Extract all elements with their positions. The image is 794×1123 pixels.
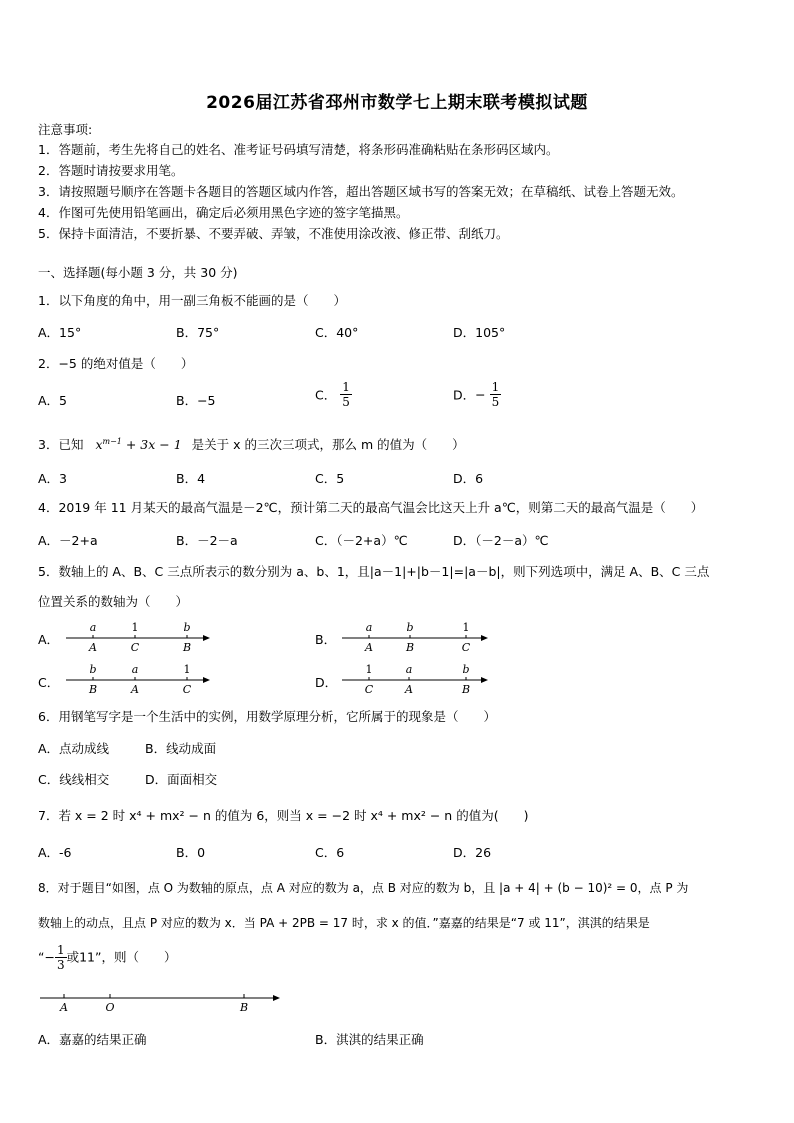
q2-fraction — [490, 380, 502, 409]
question-8-text-line3 — [38, 943, 176, 972]
notice-item: 4．作图可先使用铅笔画出，确定后必须用黑色字迹的签字笔描黑。 — [38, 205, 409, 220]
q1-option-d: D．105° — [453, 325, 506, 340]
point-label: C — [130, 641, 140, 654]
q3-exponent: m−1 — [102, 437, 122, 446]
q5-number-line-d — [338, 662, 490, 698]
point-label: B — [239, 1001, 249, 1014]
q4-option-c: C．（－2+a）℃ — [315, 533, 408, 548]
notice-item: 1．答题前，考生先将自己的姓名、准考证号码填写清楚，将条形码准确粘贴在条形码区域内。 — [38, 142, 559, 157]
point-label: B — [461, 683, 471, 696]
q3-option-d: D．6 — [453, 471, 484, 486]
q3-prefix: 3．已知 — [38, 437, 84, 453]
question-8-text-line2: 数轴上的动点，且点 P 对应的数为 x．当 PA + 2PB = 17 时，求 x 的值．”嘉嘉的结果是“7 或 11”，淇淇的结果是 — [38, 916, 650, 930]
q3-option-a: A．3 — [38, 471, 68, 486]
point-label: C — [182, 683, 192, 696]
tick-label: a — [89, 621, 97, 634]
tick-label: 1 — [365, 663, 373, 676]
point-label: C — [364, 683, 374, 696]
question-6-text: 6．用钢笔写字是一个生活中的实例，用数学原理分析，它所属于的现象是（ ） — [38, 709, 496, 724]
point-label: B — [405, 641, 415, 654]
q8-option-a: A．嘉嘉的结果正确 — [38, 1032, 147, 1047]
question-4-text: 4．2019 年 11 月某天的最高气温是－2℃，预计第二天的最高气温会比这天上升 a℃，则第二天的最高气温是（ ） — [38, 500, 704, 515]
section-heading: 一、选择题(每小题 3 分，共 30 分) — [38, 265, 238, 280]
point-label: A — [405, 683, 413, 696]
q3-expression — [95, 437, 181, 452]
question-3-text — [38, 433, 465, 454]
point-label: C — [461, 641, 471, 654]
fraction-numerator: 1 — [491, 380, 500, 394]
notice-item: 3．请按照题号顺序在答题卡各题目的答题区域内作答，超出答题区域书写的答案无效；在草稿纸、试卷上答题无效。 — [38, 184, 684, 199]
q6-option-d: D．面面相交 — [145, 772, 218, 787]
q8-number-line — [38, 988, 284, 1016]
point-label: A — [89, 641, 97, 654]
q5-number-line-b — [338, 620, 490, 656]
tick-label: b — [183, 621, 191, 634]
tick-label: 1 — [183, 663, 191, 676]
q6-option-c: C．线线相交 — [38, 772, 110, 787]
q2-option-c-label: C． — [315, 387, 337, 403]
notice-item: 2．答题时请按要求用笔。 — [38, 163, 184, 178]
q1-option-a: A．15° — [38, 325, 82, 340]
notice-heading: 注意事项: — [38, 122, 93, 137]
q5-option-d-label: D． — [315, 675, 338, 690]
point-label: O — [105, 1001, 115, 1014]
q8-line3-prefix: “− — [38, 949, 55, 965]
notice-item: 5．保持卡面清洁，不要折暴、不要弄破、弄皱，不准使用涂改液、修正带、刮纸刀。 — [38, 226, 509, 241]
question-1-text: 1．以下角度的角中，用一副三角板不能画的是（ ） — [38, 293, 346, 308]
q1-option-c: C．40° — [315, 325, 359, 340]
q6-option-b: B．线动成面 — [145, 741, 217, 756]
question-7-text: 7．若 x = 2 时 x⁴ + mx² − n 的值为 6，则当 x = −2 时 x⁴ + mx² − n 的值为( ) — [38, 808, 529, 823]
tick-label: b — [406, 621, 414, 634]
point-label: B — [88, 683, 98, 696]
q4-option-b: B．－2－a — [176, 533, 238, 548]
q2-option-d-label: D． — [453, 387, 476, 403]
point-label: A — [131, 683, 139, 696]
q7-option-d: D．26 — [453, 845, 492, 860]
tick-label: b — [89, 663, 97, 676]
fraction-numerator: 1 — [342, 380, 350, 394]
fraction-denominator: 3 — [56, 958, 65, 972]
fraction-denominator: 5 — [491, 395, 500, 409]
q3-base: x — [95, 437, 103, 453]
q2-option-c — [315, 380, 352, 409]
fraction-numerator: 1 — [56, 943, 65, 957]
q7-option-b: B．0 — [176, 845, 206, 860]
question-2-text: 2．−5 的绝对值是（ ） — [38, 356, 194, 371]
q5-option-a-label: A． — [38, 632, 60, 647]
q2-fraction — [340, 380, 352, 409]
point-label: A — [60, 1001, 68, 1014]
q7-option-c: C．6 — [315, 845, 345, 860]
q5-option-b-label: B． — [315, 632, 337, 647]
q2-option-b: B．−5 — [176, 393, 216, 408]
tick-label: b — [462, 663, 470, 676]
q4-option-a: A．－2+a — [38, 533, 98, 548]
tick-label: a — [405, 663, 413, 676]
tick-label: a — [131, 663, 139, 676]
q2-option-a: A．5 — [38, 393, 68, 408]
q4-option-d: D．（－2－a）℃ — [453, 533, 549, 548]
q8-line3-suffix: 或11”，则（ ） — [66, 949, 177, 965]
fraction-denominator: 5 — [342, 395, 350, 409]
point-label: A — [365, 641, 373, 654]
q3-option-b: B．4 — [176, 471, 206, 486]
minus-sign: − — [475, 387, 486, 402]
question-8-text-line1: 8．对于题目“如图，点 O 为数轴的原点，点 A 对应的数为 a，点 B 对应的数为 b，且 |a + 4| + (b − 10)² = 0，点 P 为 — [38, 881, 689, 895]
point-label: B — [182, 641, 192, 654]
q5-number-line-c — [62, 662, 212, 698]
q7-option-a: A．-6 — [38, 845, 72, 860]
q3-expression-tail: + 3x − 1 — [121, 437, 182, 453]
q8-option-b: B．淇淇的结果正确 — [315, 1032, 424, 1047]
q6-option-a: A．点动成线 — [38, 741, 110, 756]
q3-option-c: C．5 — [315, 471, 345, 486]
question-5-text-line2: 位置关系的数轴为（ ） — [38, 594, 189, 609]
tick-label: a — [365, 621, 373, 634]
page-title: 2026届江苏省邳州市数学七上期末联考模拟试题 — [206, 93, 588, 113]
q5-option-c-label: C． — [38, 675, 60, 690]
question-5-text-line1: 5．数轴上的 A、B、C 三点所表示的数分别为 a、b、1，且|a－1|+|b－1|=|a－b|，则下列选项中，满足 A、B、C 三点 — [38, 564, 710, 579]
q8-fraction — [55, 943, 67, 972]
tick-label: 1 — [131, 621, 139, 634]
q3-suffix: 是关于 x 的三次三项式，那么 m 的值为（ ） — [191, 437, 465, 453]
q2-option-d — [453, 380, 501, 409]
q1-option-b: B．75° — [176, 325, 220, 340]
q5-number-line-a — [62, 620, 212, 656]
tick-label: 1 — [462, 621, 470, 634]
